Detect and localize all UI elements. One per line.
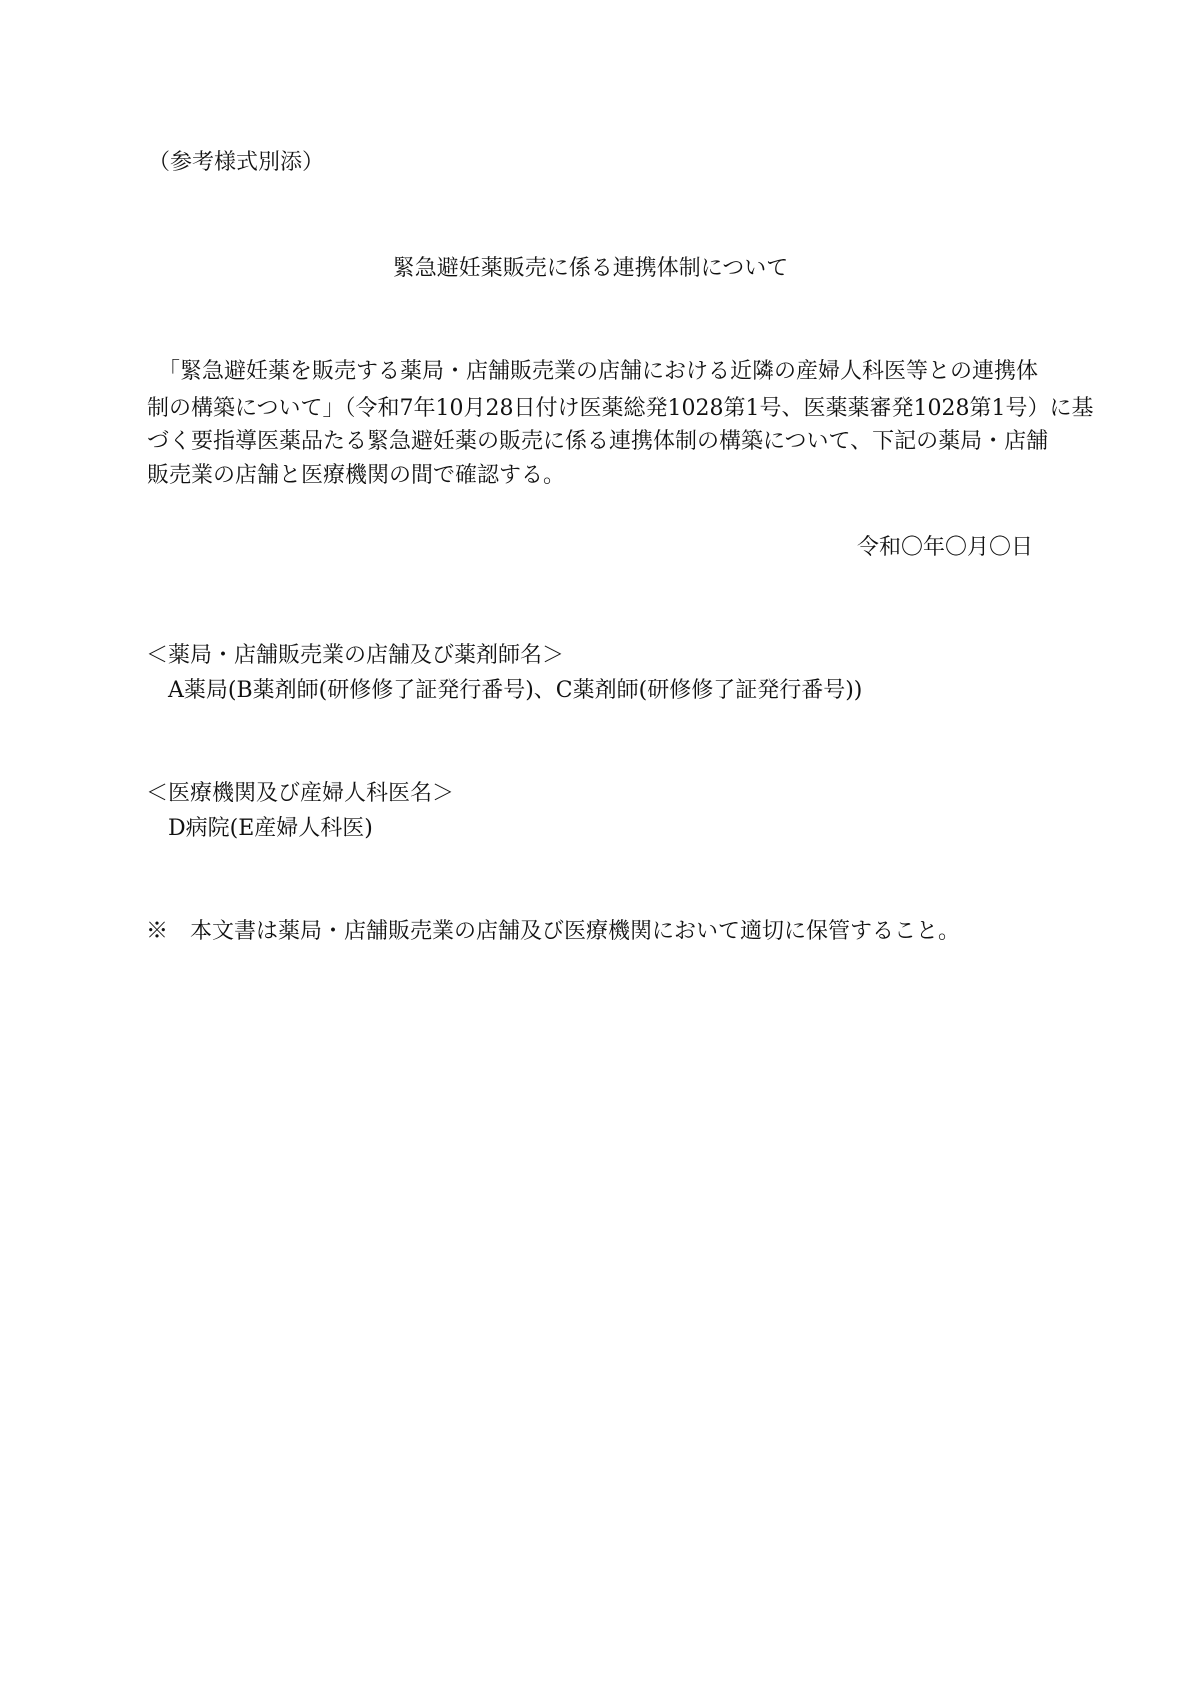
storage-note: ※ 本文書は薬局・店舗販売業の店舗及び医療機関において適切に保管すること。	[146, 919, 961, 944]
document-date: 令和〇年〇月〇日	[856, 535, 1033, 560]
attachment-label: （参考様式別添）	[148, 150, 325, 175]
paragraph-line: 販売業の店舗と医療機関の間で確認する。	[147, 463, 566, 488]
medical-heading: ＜医療機関及び産婦人科医名＞	[146, 781, 455, 806]
document-title: 緊急避妊薬販売に係る連携体制について	[392, 256, 789, 281]
pharmacy-entry: A薬局(B薬剤師(研修修了証発行番号)、C薬剤師(研修修了証発行番号))	[168, 678, 863, 703]
paragraph-line: 「緊急避妊薬を販売する薬局・店舗販売業の店舗における近隣の産婦人科医等との連携体	[147, 359, 1039, 384]
paragraph-line: づく要指導医薬品たる緊急避妊薬の販売に係る連携体制の構築について、下記の薬局・店舗	[147, 429, 1049, 454]
medical-entry: D病院(E産婦人科医)	[168, 816, 373, 841]
paragraph-line: 制の構築について」（令和7年10月28日付け医薬総発1028第1号、医薬薬審発1028第1号）に基	[147, 396, 1094, 421]
pharmacy-heading: ＜薬局・店舗販売業の店舗及び薬剤師名＞	[146, 643, 565, 668]
